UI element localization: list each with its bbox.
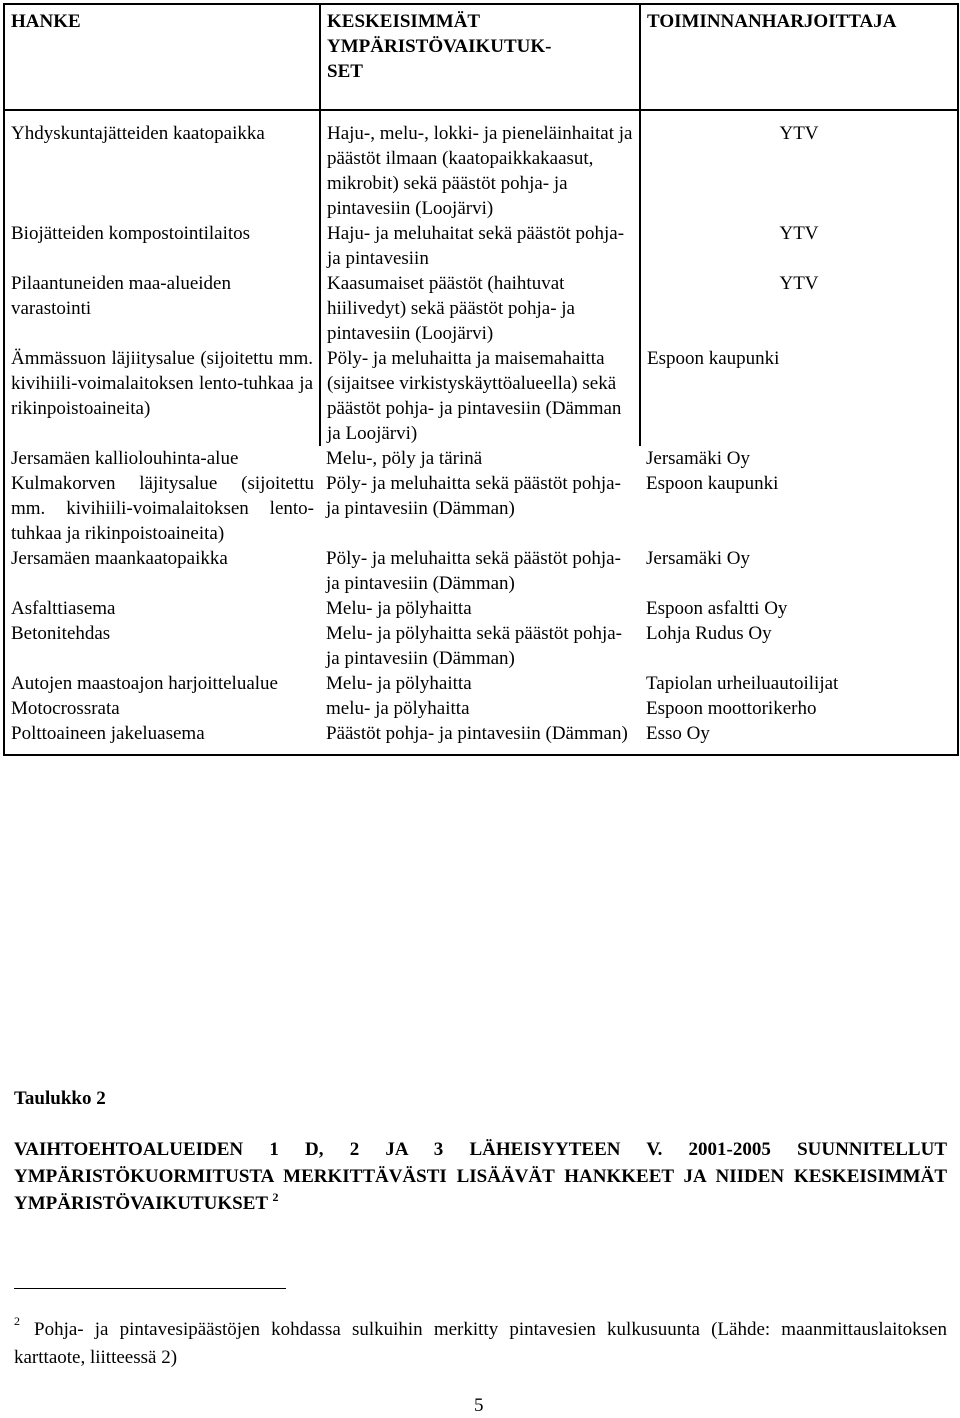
header-impacts-line: YMPÄRISTÖVAIKUTUK- xyxy=(327,36,552,57)
header-hanke: HANKE xyxy=(4,4,320,110)
cell-project: Pilaantuneiden maa-alueiden varastointi xyxy=(4,271,320,346)
page-number: 5 xyxy=(474,1395,484,1416)
caption-title-text: VAIHTOEHTOALUEIDEN 1 D, 2 JA 3 LÄHEISYYTEEN V. 2001-2005 SUUNNITELLUT YMPÄRISTÖKUORMITUSTA MERKITTÄVÄSTI LISÄÄVÄT HANKKEET JA NIIDEN KESKEISIMMÄT YMPÄRISTÖVAIKUTUKSET xyxy=(14,1139,947,1214)
table-row xyxy=(4,471,958,546)
cell-operator: Espoon asfaltti Oy xyxy=(646,598,788,619)
cell-project: Autojen maastoajon harjoittelualue xyxy=(11,673,278,694)
table-caption-title xyxy=(14,1136,947,1217)
cell-operator: Espoon kaupunki xyxy=(647,348,780,369)
footnote-text: Pohja- ja pintavesipäästöjen kohdassa sulkuihin merkitty pintavesien kulkusuunta (Lähde: maanmittauslaitoksen karttaote, liitteessä 2) xyxy=(14,1319,947,1368)
cell-operator: Jersamäki Oy xyxy=(646,448,750,469)
cell-project: Biojätteiden kompostointilaitos xyxy=(4,221,320,271)
table-row xyxy=(4,271,958,346)
cell-impact: Melu-, pöly ja tärinä xyxy=(326,448,483,469)
table-row xyxy=(4,446,958,471)
cell-operator: YTV xyxy=(779,273,819,294)
cell-impact: Melu- ja pölyhaitta sekä päästöt pohja- ja pintavesiin (Dämman) xyxy=(326,623,622,669)
table-header-row xyxy=(4,4,958,110)
cell-impact: Haju- ja meluhaitat sekä päästöt pohja- ja pintavesiin xyxy=(320,221,640,271)
cell-project: Yhdyskuntajätteiden kaatopaikka xyxy=(4,110,320,221)
cell-operator: Tapiolan urheiluautoilijat xyxy=(646,673,839,694)
header-operator: TOIMINNANHARJOITTAJA xyxy=(640,4,958,110)
cell-operator: Esso Oy xyxy=(646,723,710,744)
cell-project: Kulmakorven läjitysalue (sijoitettu mm. kivihiili-voimalaitoksen lento-tuhkaa ja rikinpoistoaineita) xyxy=(11,473,314,544)
header-impacts-line: KESKEISIMMÄT xyxy=(327,11,481,32)
cell-project: Betonitehdas xyxy=(11,623,111,644)
header-impacts-line: SET xyxy=(327,61,363,82)
table-caption-label: Taulukko 2 xyxy=(14,1088,106,1109)
cell-impact: Kaasumaiset päästöt (haihtuvat hiilivedyt) sekä päästöt pohja- ja pintavesiin (Loojärvi) xyxy=(320,271,640,346)
table-row xyxy=(4,721,958,755)
cell-project: Jersamäen maankaatopaikka xyxy=(11,548,228,569)
table-row xyxy=(4,546,958,596)
cell-impact: Haju-, melu-, lokki- ja pieneläinhaitat ja päästöt ilmaan (kaatopaikkakaasut, mikrobit) sekä päästöt pohja- ja pintavesiin (Loojärvi) xyxy=(320,110,640,221)
cell-operator: YTV xyxy=(779,123,819,144)
table-row xyxy=(4,671,958,696)
footnote-divider xyxy=(14,1288,286,1289)
cell-impact: Päästöt pohja- ja pintavesiin (Dämman) xyxy=(326,723,628,744)
cell-project: Motocrossrata xyxy=(11,698,120,719)
table-row xyxy=(4,596,958,621)
cell-impact: Pöly- ja meluhaitta sekä päästöt pohja- ja pintavesiin (Dämman) xyxy=(326,548,621,594)
cell-impact: Melu- ja pölyhaitta xyxy=(326,598,472,619)
cell-project: Ämmässuon läjiitysalue (sijoitettu mm. kivihiili-voimalaitoksen lento-tuhkaa ja rikinpoistoaineita) xyxy=(4,346,320,446)
table-row xyxy=(4,346,958,446)
table-row xyxy=(4,110,958,221)
cell-operator: Lohja Rudus Oy xyxy=(646,623,772,644)
table-row xyxy=(4,221,958,271)
cell-operator: YTV xyxy=(779,223,819,244)
cell-impact: melu- ja pölyhaitta xyxy=(326,698,470,719)
cell-impact: Pöly- ja meluhaitta sekä päästöt pohja- ja pintavesiin (Dämman) xyxy=(326,473,621,519)
cell-impact: Pöly- ja meluhaitta ja maisemahaitta (sijaitsee virkistyskäyttöalueella) sekä päästöt pohja- ja pintavesiin (Dämman ja Loojärvi) xyxy=(320,346,640,446)
cell-impact: Melu- ja pölyhaitta xyxy=(326,673,472,694)
footnote-marker: 2 xyxy=(14,1314,20,1328)
cell-project: Jersamäen kalliolouhinta-alue xyxy=(11,448,239,469)
cell-operator: Espoon moottorikerho xyxy=(646,698,817,719)
projects-table xyxy=(3,3,959,756)
footnote xyxy=(14,1307,947,1372)
cell-operator: Espoon kaupunki xyxy=(646,473,779,494)
header-impacts xyxy=(320,4,640,110)
cell-project: Asfalttiasema xyxy=(11,598,116,619)
footnote-reference: 2 xyxy=(272,1190,279,1204)
table-row xyxy=(4,696,958,721)
table-row xyxy=(4,621,958,671)
cell-operator: Jersamäki Oy xyxy=(646,548,750,569)
cell-project: Polttoaineen jakeluasema xyxy=(11,723,205,744)
